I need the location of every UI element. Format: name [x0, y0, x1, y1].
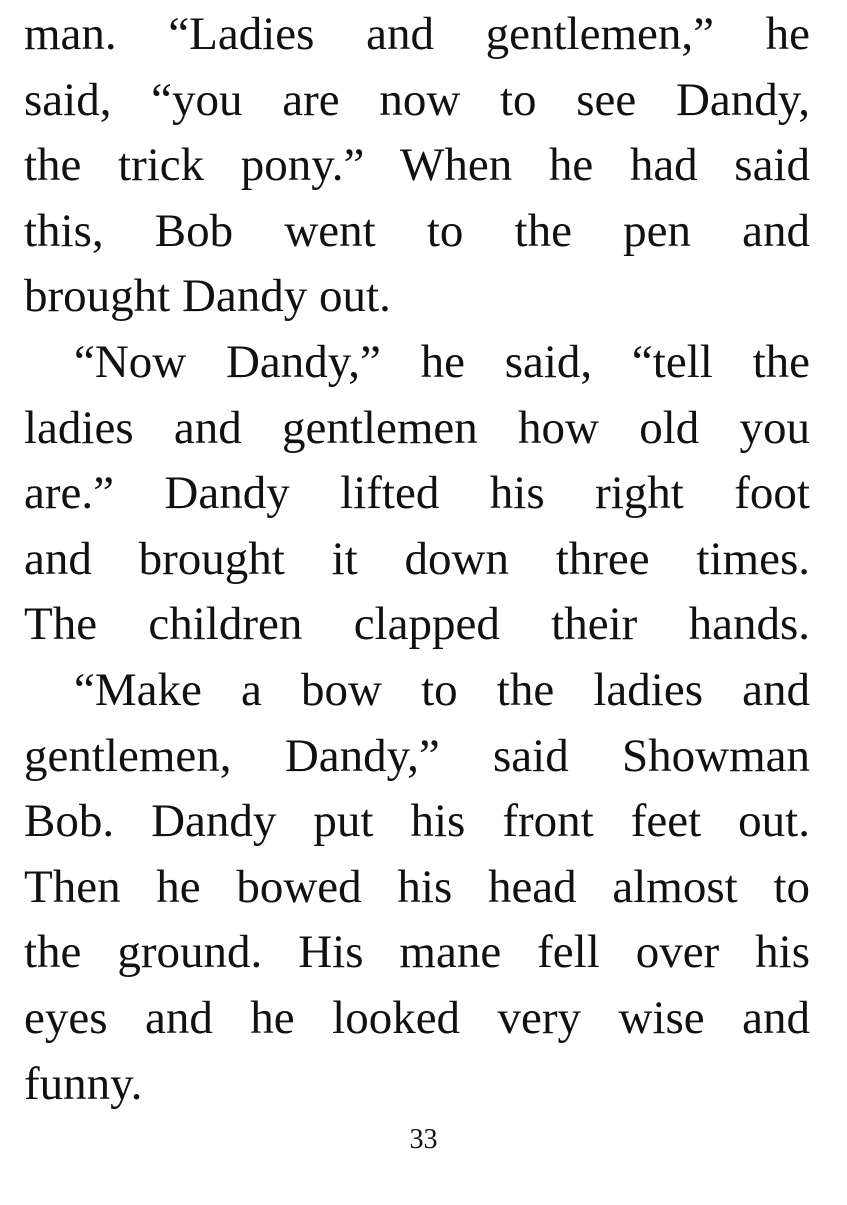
text-line: this, Bob went to the pen and — [24, 204, 810, 257]
text-line: are.” Dandy lifted his right foot — [24, 467, 810, 520]
text-line: the ground. His mane fell over his — [24, 926, 810, 979]
page-number: 33 — [409, 1124, 438, 1155]
text-line: and brought it down three times. — [24, 532, 810, 585]
text-line: eyes and he looked very wise and — [24, 991, 810, 1044]
text-line: man. “Ladies and gentlemen,” he — [24, 8, 810, 60]
text-line: the trick pony.” When he had said — [24, 139, 810, 192]
text-line: brought Dandy out. — [24, 270, 391, 323]
text-line: said, “you are now to see Dandy, — [24, 73, 810, 126]
body-text — [24, 2, 810, 1117]
text-line: “Now Dandy,” he said, “tell the — [74, 335, 810, 388]
text-line: gentlemen, Dandy,” said Showman — [24, 729, 810, 782]
text-line: ladies and gentlemen how old you — [24, 401, 810, 454]
text-line: The children clapped their hands. — [24, 598, 810, 651]
text-line: “Make a bow to the ladies and — [74, 663, 810, 716]
text-line: funny. — [24, 1057, 143, 1110]
text-line: Then he bowed his head almost to — [24, 860, 810, 913]
text-line: Bob. Dandy put his front feet out. — [24, 795, 810, 848]
